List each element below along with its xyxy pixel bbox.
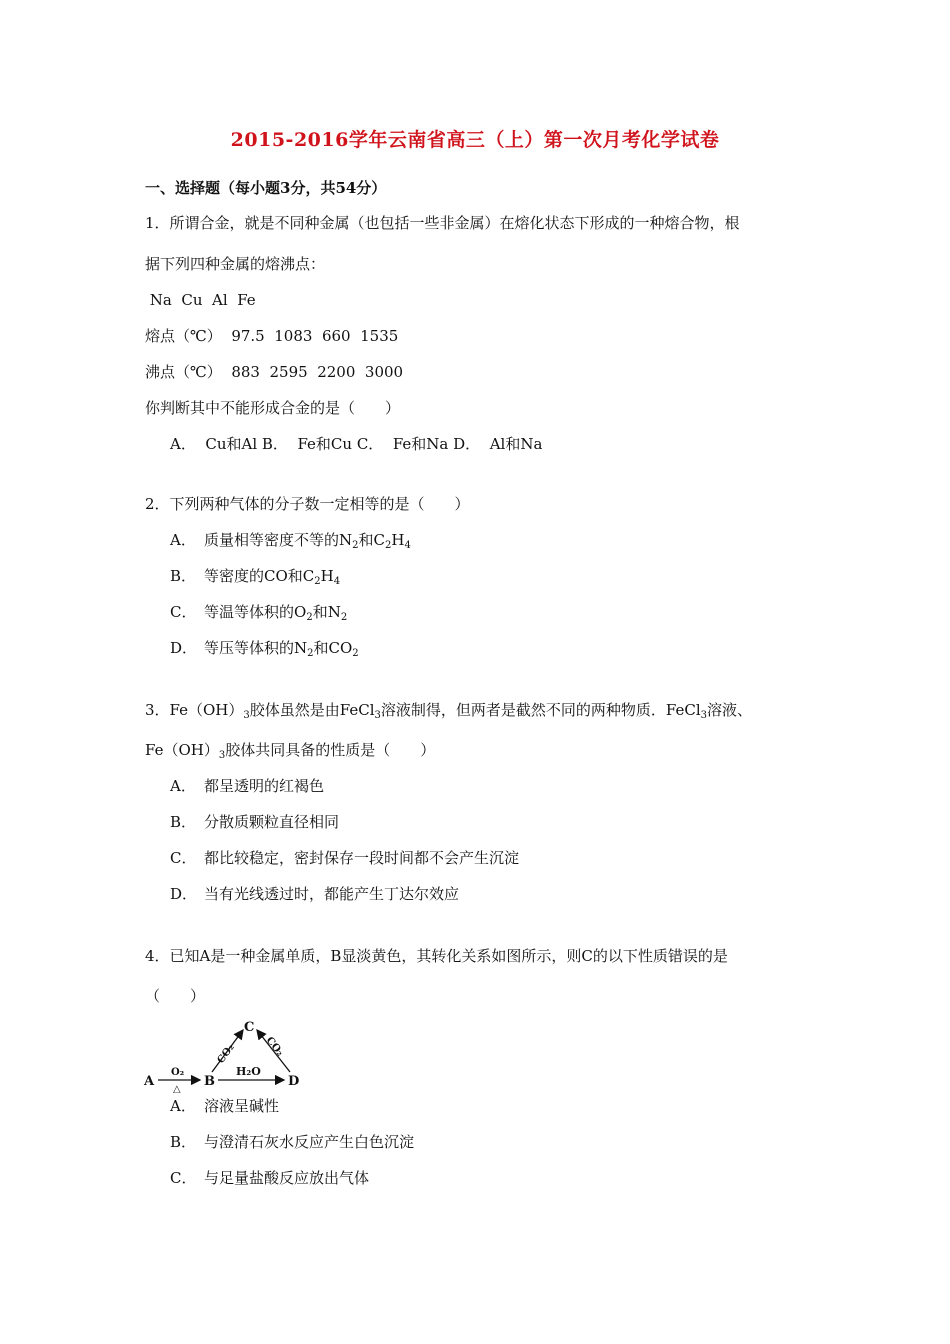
option-text: 都呈透明的红褐色 (204, 777, 325, 795)
option-text: 等温等体积的O (204, 603, 307, 621)
option-text: 当有光线透过时，都能产生丁达尔效应 (204, 885, 460, 903)
q2-option-b (170, 566, 340, 586)
option-text: 与足量盐酸反应放出气体 (204, 1169, 370, 1187)
option-text: H (320, 567, 334, 585)
option-text: 质量相等密度不等的N (204, 531, 353, 549)
option-letter: B． (170, 567, 197, 585)
arrow-ab-reagent: O₂ (171, 1067, 185, 1078)
q3-option-d (170, 884, 459, 904)
option-text: 与澄清石灰水反应产生白色沉淀 (204, 1133, 415, 1151)
node-a: A (144, 1074, 155, 1089)
option-letter: D． (170, 639, 198, 657)
option-letter: D． (170, 885, 198, 903)
arrow-bc-reagent: CO₂ (215, 1042, 237, 1066)
q3-option-a (170, 776, 324, 796)
subscript: 2 (352, 648, 359, 659)
conversion-diagram (140, 1018, 315, 1093)
subscript: 4 (333, 576, 341, 587)
option-text: 和C (358, 531, 385, 549)
arrow-ab-condition: △ (173, 1084, 181, 1093)
option-text: H (391, 531, 405, 549)
q1-table-header: Na Cu Al Fe (145, 291, 256, 309)
node-d: D (288, 1074, 300, 1089)
option-text: 和CO (313, 639, 353, 657)
q1-melting-row: 熔点（℃） 97.5 1083 660 1535 (145, 327, 399, 345)
node-b: B (204, 1074, 215, 1089)
stem-text: 胶体共同具备的性质是（ ） (225, 741, 436, 759)
option-text: 等密度的CO和C (204, 567, 315, 585)
arrow-dc-reagent: CO₂ (263, 1035, 286, 1059)
q4-stem-line1: 4．已知A是一种金属单质，B显淡黄色，其转化关系如图所示，则C的以下性质错误的是 (145, 947, 728, 965)
subscript: 3 (700, 710, 708, 721)
q3-option-b (170, 812, 339, 832)
q1-options: A． Cu和Al B． Fe和Cu C． Fe和Na D． Al和Na (170, 435, 543, 453)
q4-option-b (170, 1132, 414, 1152)
option-text: 分散质颗粒直径相同 (204, 813, 340, 831)
stem-text: Fe（OH） (145, 741, 219, 759)
subscript: 4 (404, 540, 411, 551)
section-heading: 一、选择题（每小题3分，共54分） (145, 179, 387, 197)
stem-text: 胶体虽然是由FeCl (249, 701, 375, 719)
node-c: C (244, 1020, 255, 1035)
q2-option-a (170, 530, 411, 550)
q4-stem-line2: （ ） (145, 987, 206, 1005)
option-text: 都比较稳定，密封保存一段时间都不会产生沉淀 (204, 849, 520, 867)
option-text: 溶液呈碱性 (204, 1097, 280, 1115)
q3-option-c (170, 848, 519, 868)
subscript: 2 (307, 648, 314, 659)
subscript: 3 (218, 750, 226, 761)
q2-stem: 2．下列两种气体的分子数一定相等的是（ ） (145, 495, 470, 513)
q2-option-c (170, 602, 347, 622)
q1-stem-line1: 1．所谓合金，就是不同种金属（也包括一些非金属）在熔化状态下形成的一种熔合物，根 (145, 214, 740, 232)
option-letter: A． (170, 1097, 196, 1115)
subscript: 2 (352, 540, 359, 551)
stem-text: 溶液制得，但两者是截然不同的两种物质．FeCl (380, 701, 701, 719)
q4-option-c (170, 1168, 369, 1188)
subscript: 2 (385, 540, 392, 551)
q2-option-d (170, 638, 359, 658)
q4-option-a (170, 1096, 279, 1116)
option-letter: B． (170, 1133, 197, 1151)
subscript: 3 (243, 710, 250, 721)
q1-boiling-row: 沸点（℃） 883 2595 2200 3000 (145, 363, 404, 381)
option-text: 等压等体积的N (204, 639, 308, 657)
page-title: 2015-2016学年云南省高三（上）第一次月考化学试卷 (230, 129, 720, 151)
stem-text: 溶液、 (707, 701, 753, 719)
subscript: 2 (306, 612, 313, 623)
option-text: 和N (312, 603, 341, 621)
q3-stem-line1 (145, 700, 752, 720)
option-letter: C． (170, 1169, 197, 1187)
arrow-bd-reagent: H₂O (236, 1065, 261, 1078)
subscript: 2 (340, 612, 348, 623)
q1-question: 你判断其中不能形成合金的是（ ） (145, 399, 401, 417)
subscript: 3 (374, 710, 381, 721)
q1-stem-line2: 据下列四种金属的熔沸点： (145, 255, 326, 273)
option-letter: A． (170, 777, 196, 795)
option-letter: B． (170, 813, 197, 831)
option-letter: A． (170, 531, 196, 549)
stem-text: 3．Fe（OH） (145, 701, 244, 719)
subscript: 2 (314, 576, 321, 587)
q3-stem-line2 (145, 740, 435, 760)
option-letter: C． (170, 849, 197, 867)
option-letter: C． (170, 603, 197, 621)
